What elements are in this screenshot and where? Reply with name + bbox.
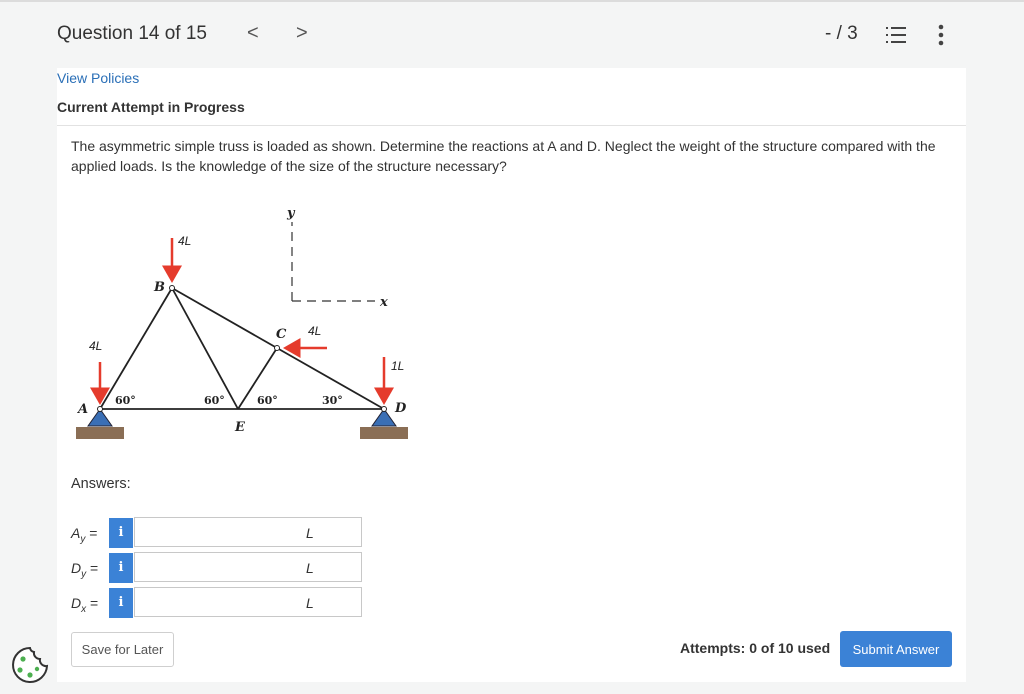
answer-label-dy: $D_y$ =: [71, 560, 99, 580]
node-label-e: E: [235, 420, 245, 435]
unit-label-dy: L: [306, 560, 314, 576]
question-header: [0, 2, 1024, 66]
joint-c: [275, 346, 280, 351]
question-title: Question 14 of 15: [57, 23, 207, 44]
next-question-button[interactable]: >: [296, 22, 308, 44]
info-button-dx[interactable]: i: [109, 588, 133, 618]
answers-label: Answers:: [71, 476, 131, 492]
axis-x-label: x: [380, 295, 388, 310]
score-display: - / 3: [825, 23, 858, 44]
ground-a: [76, 427, 124, 439]
load-label-d: 1L: [391, 359, 405, 373]
angle-label-a: 60°: [115, 394, 136, 407]
answer-label-ay: $A_y$ =: [71, 525, 98, 545]
answer-input-dx[interactable]: [134, 587, 362, 617]
more-options-icon[interactable]: [937, 24, 945, 51]
attempts-counter: Attempts: 0 of 10 used: [680, 640, 831, 656]
ground-d: [360, 427, 408, 439]
divider: [57, 125, 966, 126]
axis-y-label: y: [287, 206, 295, 221]
attempt-status-title: Current Attempt in Progress: [57, 99, 245, 115]
save-for-later-button[interactable]: Save for Later: [71, 632, 174, 667]
answer-input-ay[interactable]: [134, 517, 362, 547]
info-button-ay[interactable]: i: [109, 518, 133, 548]
angle-label-e-left: 60°: [204, 394, 225, 407]
node-label-b: B: [154, 280, 165, 295]
info-button-dy[interactable]: i: [109, 553, 133, 583]
joint-b: [170, 286, 175, 291]
load-label-b: 4L: [178, 234, 192, 248]
answer-input-dy[interactable]: [134, 552, 362, 582]
joint-d: [382, 407, 387, 412]
load-label-c: 4L: [308, 324, 322, 338]
question-text: The asymmetric simple truss is loaded as shown. Determine the reactions at A and D. Neglect the weight of the structure compared with the applied loads. Is the knowledge of the size of the structure necessary?: [71, 138, 936, 174]
unit-label-ay: L: [306, 525, 314, 541]
load-label-a: 4L: [89, 339, 103, 353]
node-label-c: C: [276, 327, 287, 342]
cookie-settings-icon[interactable]: [10, 645, 50, 690]
node-label-d: D: [395, 401, 407, 416]
node-label-a: A: [78, 402, 89, 417]
joint-a: [98, 407, 103, 412]
truss-members: [100, 288, 384, 409]
previous-question-button[interactable]: <: [247, 22, 259, 44]
unit-label-dx: L: [306, 595, 314, 611]
angle-label-e-right: 60°: [257, 394, 278, 407]
truss-figure: [70, 200, 420, 450]
question-list-icon[interactable]: [886, 26, 906, 49]
coordinate-axes: [292, 222, 375, 301]
submit-answer-button[interactable]: Submit Answer: [840, 631, 952, 667]
angle-label-d: 30°: [322, 394, 343, 407]
view-policies-link[interactable]: View Policies: [57, 70, 140, 86]
answer-label-dx: $D_x$ =: [71, 595, 99, 615]
